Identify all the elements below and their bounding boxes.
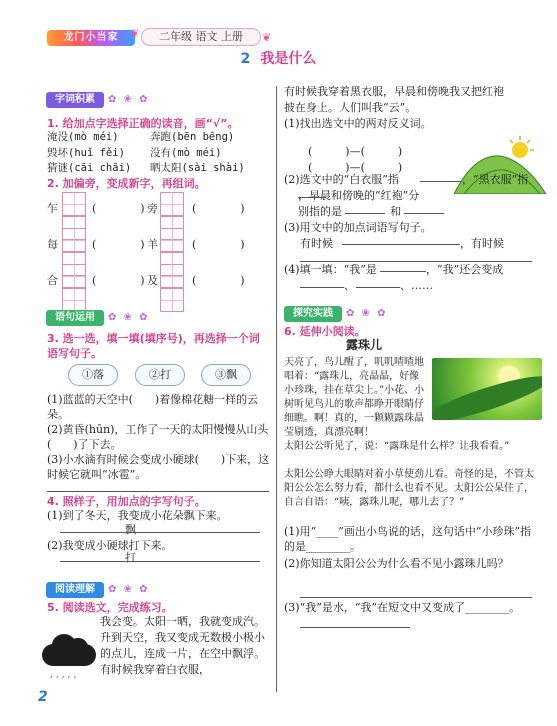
q6-item: (3)“我”是水，“我”在短文中又变成了________。 (284, 601, 521, 614)
answer-blank[interactable]: ( ) (192, 274, 245, 287)
q1-item[interactable]: 晒太阳(sài shài) (150, 162, 245, 174)
writing-grid[interactable] (62, 264, 86, 288)
butterfly-icon: ❦ (262, 31, 272, 44)
q5-fill-label: ，“黑衣服”指 (462, 173, 529, 186)
answer-line[interactable] (300, 586, 532, 598)
q5-fill-label: 、 (344, 279, 355, 292)
section-exploration: 探究实践 (284, 306, 342, 322)
answer-blank[interactable]: ( ) (192, 202, 245, 215)
answer-line[interactable] (380, 260, 426, 272)
page-title (0, 52, 557, 67)
story-paragraph: 天亮了，鸟儿醒了，叽叽喳喳地唱着：“露珠儿，亮晶晶，好像小珍珠，挂在草尖上。”小花、小树听见鸟儿的歌声都睁开眼睛仔细瞧。啊！真的，一颗颗露珠晶莹剔透，真漂亮啊！ (284, 357, 425, 438)
page-number: 2 (38, 689, 48, 705)
answer-line[interactable] (356, 276, 400, 288)
q1-item[interactable]: 猜谜(cāi chāi) (47, 162, 132, 174)
q5-passage-cont: 有时候我穿着黑衣服，早晨和傍晚我又把红袍披在身上。人们叫我“云”。 (284, 85, 504, 114)
story-title: 露珠儿 (346, 338, 383, 352)
answer-line[interactable] (60, 550, 260, 562)
q5-heading: 5. 阅读选文，完成练习。 (47, 601, 173, 614)
flower-decoration-icon: ✿ ❀ ✿ (346, 308, 388, 319)
q4-hint: 飘 (125, 523, 136, 536)
q5-fill-label: ，“我”还会变成 (426, 263, 504, 276)
q2-char: 羊 (147, 238, 158, 251)
lesson-title: 我是什么 (260, 51, 317, 67)
grade-label: 二年级 语文 上册 (141, 28, 261, 46)
q5-fill-label: 别指的是 (298, 205, 342, 218)
answer-line[interactable] (345, 202, 385, 214)
section-reading: 阅读理解 (46, 582, 104, 598)
answer-blank[interactable]: ( ) (192, 238, 245, 251)
answer-line[interactable] (404, 202, 444, 214)
answer-blank[interactable]: ( ) (92, 274, 145, 287)
story-paragraph: 太阳公公睁大眼睛对着小草使劲儿看。奇怪的是，不管太阳公公怎么努力看，都什么也看不见。太阳公公呆住了，自言自语：“咦，露珠儿呢，哪儿去了？” (284, 469, 534, 508)
answer-blank[interactable]: ( ) (92, 238, 145, 251)
q5-fill-label: 和 (390, 205, 401, 218)
q1-item[interactable]: 毁坏(huǐ fěi) (47, 147, 125, 159)
q4-heading: 4. 照样子，用加点的字写句子。 (47, 495, 206, 508)
q2-char: 每 (47, 238, 58, 251)
q5-fill-start: 有时候 (300, 237, 333, 250)
answer-blank[interactable]: ( ) (92, 202, 145, 215)
q2-heading: 2. 加偏旁，变成新字，再组词。 (47, 177, 206, 190)
flower-decoration-icon: ✿ ❀ ✿ (108, 312, 150, 323)
writing-grid[interactable] (160, 192, 184, 216)
answer-line[interactable] (300, 616, 410, 628)
q4-item: (2)我变成小硬球打下来。 (47, 539, 173, 552)
answer-line[interactable] (342, 233, 460, 245)
writing-grid[interactable] (160, 288, 184, 312)
q5-item: (1)找出选文中的两对反义词。 (284, 117, 432, 130)
writing-grid[interactable] (62, 288, 86, 312)
q1-item[interactable]: 淹没(mò méi) (47, 131, 119, 143)
brand-logo: 龙门小当家 (47, 30, 135, 46)
section-sentence-use: 语句运用 (46, 310, 104, 326)
q6-item: (1)用“____”画出小鸟说的话，这句话中“小珍珠”指的是________。 (284, 525, 532, 553)
q2-char: 旁 (147, 202, 158, 215)
dark-cloud-icon (42, 644, 96, 666)
answer-line[interactable] (298, 186, 326, 198)
q2-char: 及 (147, 274, 158, 287)
writing-grid[interactable] (160, 264, 184, 288)
q3-item: (3)小水滴有时候会变成小硬球( )下来，这时候它就叫“冰雹”。 (47, 453, 270, 481)
dewdrop-leaf-illustration (432, 358, 542, 420)
section-vocabulary: 字词积累 (46, 92, 104, 108)
q6-heading: 6. 延伸小阅读。 (284, 325, 366, 338)
writing-grid[interactable] (62, 192, 86, 216)
answer-line[interactable] (60, 521, 260, 533)
q1-item[interactable]: 奔跑(bēn bēng) (150, 131, 235, 143)
q4-hint: 打 (125, 551, 136, 564)
option-chip[interactable]: ②打 (135, 364, 185, 386)
answer-line[interactable] (300, 276, 344, 288)
flower-decoration-icon: ✿ ❀ ✿ (108, 94, 150, 105)
q5-fill-end: ，有时候 (460, 237, 504, 250)
q3-item: (1)蓝蓝的天空中( )着像棉花糖一样的云朵。 (47, 393, 259, 421)
q2-char: 合 (47, 274, 58, 287)
antonym-blank[interactable]: ( )—( ) (308, 145, 403, 158)
column-divider (276, 86, 277, 692)
q6-item: (2)你知道太阳公公为什么看不见小露珠儿吗？ (284, 557, 509, 570)
antonym-blank[interactable]: ( )—( ) (308, 161, 403, 174)
flower-decoration-icon: ✿ ❀ ✿ (108, 584, 150, 595)
option-chip[interactable]: ③飘 (201, 364, 251, 386)
q4-item: (1)到了冬天，我变成小花朵飘下来。 (47, 509, 228, 522)
q3-item: (2)黄昏(hūn)，工作了一天的太阳慢慢从山头( )了下去。 (47, 423, 269, 451)
butterfly-icon: ❦ (130, 27, 140, 40)
story-paragraph: 太阳公公听见了，说：“露珠是什么样？让我看看。” (284, 441, 510, 452)
q5-passage: 我会变。太阳一晒，我就变成汽。升到天空，我又变成无数极小极小的点儿，连成一片，在空中飘浮。有时候我穿着白衣服， (100, 615, 265, 676)
q2-char: 乍 (47, 202, 58, 215)
q5-fill-label: ，早晨和傍晚的“红袍”分 (298, 189, 420, 202)
q3-heading: 3. 选一选，填一填(填序号)，再选择一个词语写句子。 (47, 332, 260, 360)
q5-fill-label: (4)填一填：“我”是 (284, 263, 377, 276)
answer-line[interactable] (47, 480, 269, 492)
rain-icon: ,,,,, (50, 670, 80, 680)
q5-fill-label: 、…… (400, 279, 433, 292)
writing-grid[interactable] (160, 228, 184, 252)
writing-grid[interactable] (62, 228, 86, 252)
q5-fill-label: (2)选文中的“白衣服”指 (284, 173, 399, 186)
answer-line[interactable] (420, 170, 462, 182)
q1-heading: 1. 给加点字选择正确的读音，画“√”。 (47, 117, 239, 130)
option-chip[interactable]: ①落 (68, 364, 118, 386)
q1-item[interactable]: 没有(mò méi) (150, 147, 222, 159)
lesson-number: 2 (240, 51, 251, 67)
q5-item: (3)用文中的加点词语写句子。 (284, 221, 432, 234)
